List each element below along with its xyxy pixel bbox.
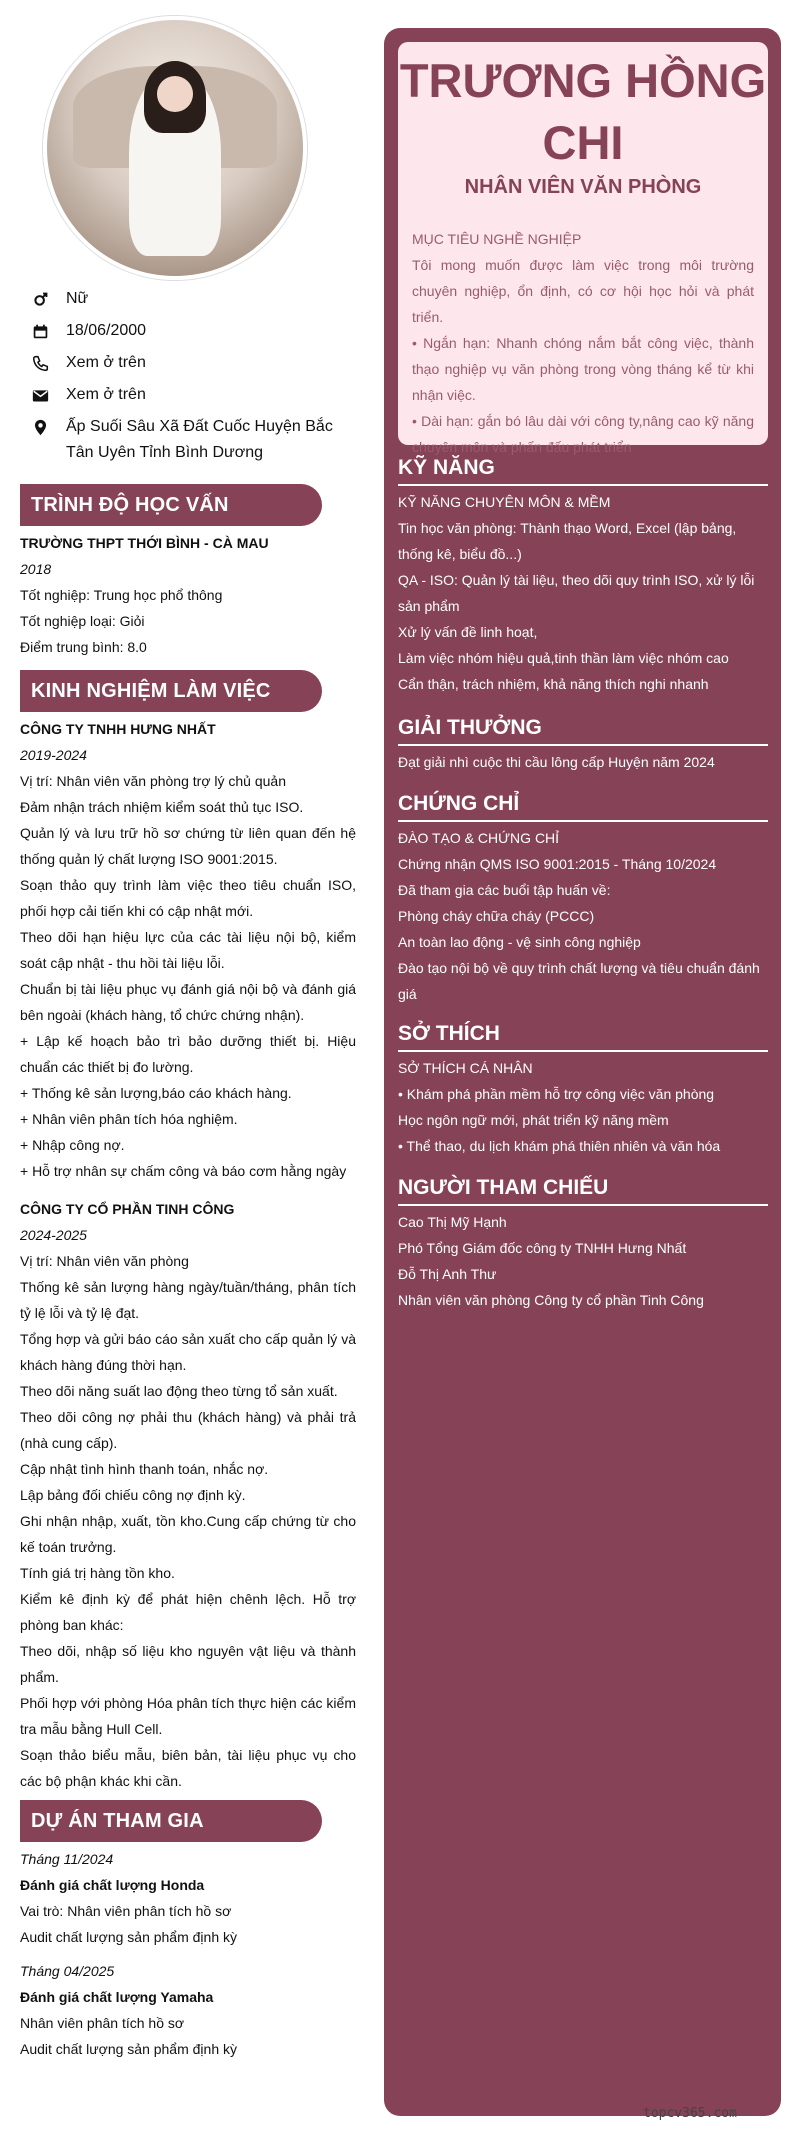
awards-block (398, 749, 770, 775)
job-line: Kiểm kê định kỳ để phát hiện chênh lệch. Hỗ trợ phòng ban khác: (20, 1591, 356, 1633)
project-date: Tháng 11/2024 (20, 1851, 114, 1867)
job-line: Tính giá trị hàng tồn kho. (20, 1565, 175, 1581)
job-line: + Nhập công nợ. (20, 1137, 125, 1153)
location-icon (30, 417, 50, 437)
job-line: Phối hợp với phòng Hóa phân tích thực hiện các kiểm tra mẫu bằng Hull Cell. (20, 1695, 356, 1737)
job-line: Quản lý và lưu trữ hồ sơ chứng từ liên quan đến hệ thống quản lý chất lượng ISO 9001:2015. (20, 825, 356, 867)
hobby-line: • Thể thao, du lịch khám phá thiên nhiên và văn hóa (398, 1138, 721, 1154)
job-line: + Lập kế hoạch bảo trì bảo dưỡng thiết bị. Hiệu chuẩn các thiết bị đo lường. (20, 1033, 356, 1075)
contact-info (30, 286, 360, 472)
skill-line: Xử lý vấn đề linh hoạt, (398, 624, 538, 640)
job-line: Cập nhật tình hình thanh toán, nhắc nợ. (20, 1461, 269, 1477)
job-line: Chuẩn bị tài liệu phục vụ đánh giá nội bộ và đánh giá bên ngoài (khách hàng, tổ chức chứng nhận). (20, 981, 356, 1023)
reference-line: Cao Thị Mỹ Hạnh (398, 1214, 507, 1230)
awards-heading: GIẢI THƯỞNG (398, 712, 768, 746)
job-line: Soạn thảo quy trình làm việc theo tiêu chuẩn ISO, phối hợp cải tiến khi có cập nhật mới. (20, 877, 356, 919)
skills-heading: KỸ NĂNG (398, 452, 768, 486)
projects-heading: DỰ ÁN THAM GIA (20, 1800, 322, 1842)
certificate-line: Đã tham gia các buổi tập huấn về: (398, 882, 611, 898)
education-line: Tốt nghiệp: Trung học phổ thông (20, 587, 223, 603)
certificate-line: Đào tạo nội bộ về quy trình chất lượng và tiêu chuẩn đánh giá (398, 960, 760, 1002)
experience-heading: KINH NGHIỆM LÀM VIỆC (20, 670, 322, 712)
job-line: Tổng hợp và gửi báo cáo sản xuất cho cấp quản lý và khách hàng đúng thời hạn. (20, 1331, 356, 1373)
skill-line: QA - ISO: Quản lý tài liệu, theo dõi quy trình ISO, xử lý lỗi sản phẩm (398, 572, 755, 614)
objective-line: Tôi mong muốn được làm việc trong môi trường chuyên nghiệp, ổn định, có cơ hội học hỏi và phát triển. (412, 257, 754, 325)
references-block (398, 1209, 770, 1313)
objective-title: MỤC TIÊU NGHỀ NGHIỆP (412, 231, 582, 247)
skills-block (398, 489, 770, 697)
job-1 (20, 716, 356, 1184)
job-line: Theo dõi, nhập số liệu kho nguyên vật liệu và thành phẩm. (20, 1643, 356, 1685)
job-line: Ghi nhận nhập, xuất, tồn kho.Cung cấp chứng từ cho kế toán trưởng. (20, 1513, 356, 1555)
certificates-block (398, 825, 770, 1007)
hobbies-block (398, 1055, 770, 1159)
job-line: Vị trí: Nhân viên văn phòng trợ lý chủ quản (20, 773, 286, 789)
reference-line: Đỗ Thị Anh Thư (398, 1266, 497, 1282)
profile-photo (43, 16, 307, 280)
education-block (20, 530, 356, 660)
certificate-line: Chứng nhận QMS ISO 9001:2015 - Tháng 10/2024 (398, 856, 717, 872)
contact-gender: Nữ (30, 286, 360, 312)
references-heading: NGƯỜI THAM CHIẾU (398, 1172, 768, 1206)
contact-birthday: 18/06/2000 (30, 318, 360, 344)
hobby-line: Học ngôn ngữ mới, phát triển kỹ năng mềm (398, 1112, 669, 1128)
certificate-line: Phòng cháy chữa cháy (PCCC) (398, 908, 595, 924)
skill-line: Tin học văn phòng: Thành thạo Word, Excel (lập bảng, thống kê, biểu đồ...) (398, 520, 737, 562)
job-line: + Nhân viên phân tích hóa nghiệm. (20, 1111, 238, 1127)
certificate-line: An toàn lao động - vệ sinh công nghiệp (398, 934, 641, 950)
contact-address: Ấp Suối Sâu Xã Đất Cuốc Huyện Bắc Tân Uyên Tỉnh Bình Dương (30, 414, 360, 466)
job-line: Thống kê sản lượng hàng ngày/tuần/tháng, phân tích tỷ lệ lỗi và tỷ lệ đạt. (20, 1279, 356, 1321)
contact-phone: Xem ở trên (30, 350, 360, 376)
project-line: Vai trò: Nhân viên phân tích hồ sơ (20, 1903, 232, 1919)
award-line: Đạt giải nhì cuộc thi cầu lông cấp Huyện năm 2024 (398, 754, 715, 770)
job-line: Lập bảng đối chiếu công nợ định kỳ. (20, 1487, 246, 1503)
job-line: + Thống kê sản lượng,báo cáo khách hàng. (20, 1085, 292, 1101)
company-name: CÔNG TY TNHH HƯNG NHẤT (20, 721, 216, 737)
project-line: Audit chất lượng sản phẩm định kỳ (20, 1929, 238, 1945)
job-2 (20, 1196, 356, 1794)
school-year: 2018 (20, 561, 52, 577)
job-line: Soạn thảo biểu mẫu, biên bản, tài liệu phục vụ cho các bộ phận khác khi cần. (20, 1747, 356, 1789)
school-name: TRƯỜNG THPT THỚI BÌNH - CÀ MAU (20, 535, 269, 551)
hobbies-subtitle: SỞ THÍCH CÁ NHÂN (398, 1060, 533, 1076)
company-name: CÔNG TY CỔ PHẦN TINH CÔNG (20, 1201, 235, 1217)
project-1 (20, 1846, 356, 1950)
contact-email: Xem ở trên (30, 382, 360, 408)
hobby-line: • Khám phá phần mềm hỗ trợ công việc văn phòng (398, 1086, 715, 1102)
objective-line: • Dài hạn: gắn bó lâu dài với công ty,nâng cao kỹ năng chuyên môn và phấn đấu phát triển (412, 413, 754, 455)
job-period: 2019-2024 (20, 747, 87, 763)
education-line: Tốt nghiệp loại: Giỏi (20, 613, 145, 629)
job-line: Theo dõi năng suất lao động theo từng tổ sản xuất. (20, 1383, 338, 1399)
reference-line: Phó Tổng Giám đốc công ty TNHH Hưng Nhất (398, 1240, 687, 1256)
project-name: Đánh giá chất lượng Yamaha (20, 1989, 214, 2005)
project-name: Đánh giá chất lượng Honda (20, 1877, 205, 1893)
job-line: + Hỗ trợ nhân sự chấm công và báo cơm hằng ngày (20, 1163, 347, 1179)
education-heading: TRÌNH ĐỘ HỌC VẤN (20, 484, 322, 526)
project-line: Audit chất lượng sản phẩm định kỳ (20, 2041, 238, 2057)
hobbies-heading: SỞ THÍCH (398, 1018, 768, 1052)
skill-line: Cẩn thận, trách nhiệm, khả năng thích nghi nhanh (398, 676, 709, 692)
job-line: Theo dõi hạn hiệu lực của các tài liệu nội bộ, kiểm soát cập nhật - thu hồi tài liệu lỗi. (20, 929, 356, 971)
calendar-icon (30, 321, 50, 341)
certificates-heading: CHỨNG CHỈ (398, 788, 768, 822)
certificates-subtitle: ĐÀO TẠO & CHỨNG CHỈ (398, 830, 560, 846)
email-icon (30, 385, 50, 405)
education-line: Điểm trung bình: 8.0 (20, 639, 147, 655)
project-line: Nhân viên phân tích hồ sơ (20, 2015, 185, 2031)
objective-block (412, 226, 754, 460)
candidate-title: NHÂN VIÊN VĂN PHÒNG (464, 176, 702, 198)
candidate-name: TRƯƠNG HỒNG CHI (399, 54, 767, 169)
skill-line: Làm việc nhóm hiệu quả,tinh thần làm việc nhóm cao (398, 650, 729, 666)
project-date: Tháng 04/2025 (20, 1963, 115, 1979)
skills-subtitle: KỸ NĂNG CHUYÊN MÔN & MỀM (398, 494, 611, 510)
site-watermark: topcv365.com (643, 2106, 737, 2121)
job-line: Theo dõi công nợ phải thu (khách hàng) và phải trả (nhà cung cấp). (20, 1409, 356, 1451)
gender-icon (30, 289, 50, 309)
job-line: Đảm nhận trách nhiệm kiểm soát thủ tục ISO. (20, 799, 304, 815)
phone-icon (30, 353, 50, 373)
objective-line: • Ngắn hạn: Nhanh chóng nắm bắt công việc, thành thạo nghiệp vụ văn phòng trong vòng tháng kể từ khi nhận việc. (412, 335, 754, 403)
job-period: 2024-2025 (20, 1227, 87, 1243)
job-line: Vị trí: Nhân viên văn phòng (20, 1253, 189, 1269)
project-2 (20, 1958, 356, 2062)
reference-line: Nhân viên văn phòng Công ty cổ phần Tinh Công (398, 1292, 704, 1308)
